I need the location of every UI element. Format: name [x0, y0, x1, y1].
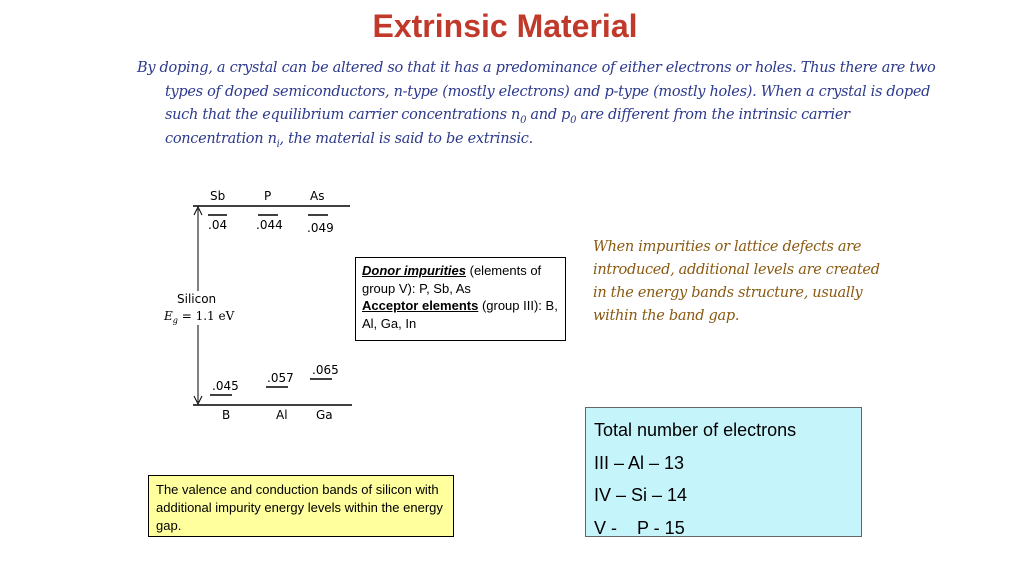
acceptor-elements-text: (group III): B, Al, Ga, In — [362, 298, 558, 331]
donor-impurities-text: (elements of group V): P, Sb, As — [362, 263, 542, 296]
n0-subscript: 0 — [520, 114, 527, 126]
gap-subscript: g — [172, 316, 178, 325]
diagram-caption: The valence and conduction bands of silicon with additional impurity energy levels within the energy gap. — [148, 475, 454, 537]
electron-count-row-si: IV – Si – 14 — [594, 485, 688, 505]
intro-line-1: By doping, a crystal can be altered so that it has a predominance of either electrons or holes. Thus there are two — [137, 60, 936, 76]
electron-count-row-p: V - P - 15 — [594, 517, 685, 538]
intro-line-4 — [137, 128, 897, 152]
electron-count-heading: Total number of electrons — [594, 420, 797, 440]
impurity-levels-note: When impurities or lattice defects are introduced, additional levels are created in the energy bands structure, usually within the band gap. — [593, 239, 880, 324]
acceptor-value-ga: .065 — [312, 363, 339, 377]
p0-subscript: 0 — [570, 114, 577, 126]
slide-title: Extrinsic Material — [372, 8, 638, 44]
donor-value-as: .049 — [307, 221, 334, 235]
donor-element-sb: Sb — [210, 189, 226, 203]
donor-value-sb: .04 — [208, 218, 228, 232]
donor-element-p: P — [264, 189, 272, 203]
acceptor-elements-heading: Acceptor elements — [362, 298, 479, 313]
intro-line-3c: are different from the intrinsic carrier — [576, 107, 850, 123]
gap-symbol: E — [164, 309, 173, 323]
acceptor-element-al: Al — [276, 408, 288, 422]
acceptor-element-b: B — [222, 408, 231, 422]
impurities-box — [355, 257, 566, 341]
intro-line-3 — [137, 104, 897, 128]
intro-line-3b: and p — [526, 107, 571, 123]
intro-paragraph — [137, 57, 936, 151]
intro-line-3a: such that the equilibrium carrier concentrations n — [165, 107, 521, 123]
donor-value-p: .044 — [256, 218, 283, 232]
intro-line-4a: concentration n — [165, 130, 277, 147]
intro-line-2: types of doped semiconductors, n-type (mostly electrons) and p-type (mostly holes). When a crystal is doped — [165, 83, 931, 100]
donor-element-as: As — [310, 189, 325, 203]
acceptor-value-b: .045 — [212, 379, 239, 393]
electron-count-box — [585, 407, 862, 537]
intro-line-4b: , the material is said to be extrinsic. — [279, 130, 533, 147]
ni-subscript: i — [276, 138, 280, 150]
gap-energy-label — [163, 309, 235, 325]
gap-value: = 1.1 eV — [177, 309, 235, 323]
silicon-label: Silicon — [177, 292, 217, 306]
electron-count-row-al: III – Al – 13 — [594, 452, 685, 473]
acceptor-value-al: .057 — [267, 371, 294, 385]
donor-impurities-heading: Donor impurities — [362, 263, 467, 278]
acceptor-element-ga: Ga — [316, 408, 333, 422]
